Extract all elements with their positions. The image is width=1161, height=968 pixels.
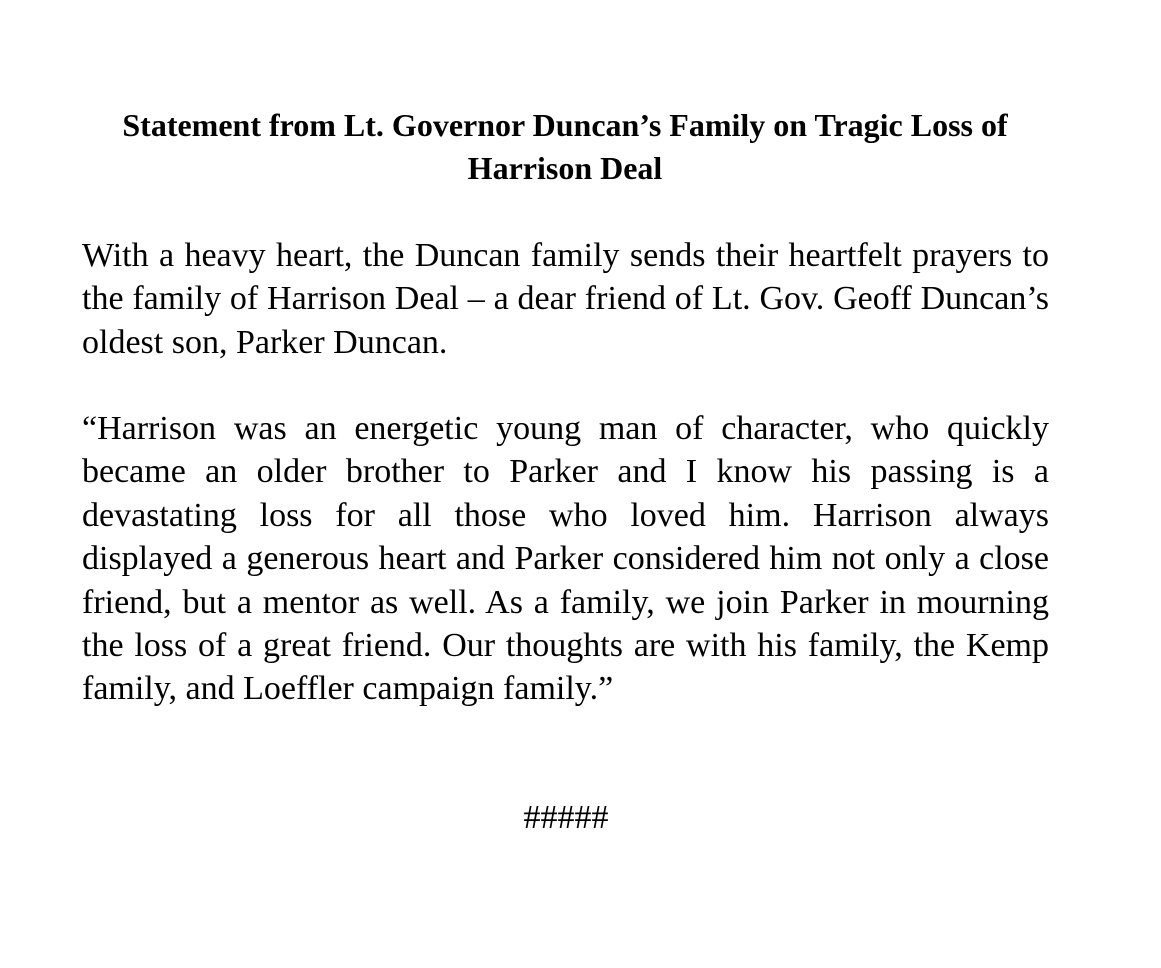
intro-paragraph: With a heavy heart, the Duncan family sends their heartfelt prayers to the family of Harrison Deal – a dear friend of Lt. Gov. Geoff Duncan’s oldest son, Parker Duncan. [82,237,1049,361]
end-mark: ##### [523,799,609,836]
statement-title: Statement from Lt. Governor Duncan’s Family on Tragic Loss of Harrison Deal [122,107,1008,186]
quote-paragraph: “Harrison was an energetic young man of character, who quickly became an older brother to Parker and I know his passing is a devastating loss for all those who loved him. Harrison always displayed a generous heart and Parker considered him not only a close friend, but a mentor as well. As a family, we join Parker in mourning the loss of a great friend. Our thoughts are with his family, the Kemp family, and Loeffler campaign family.” [82,410,1049,708]
